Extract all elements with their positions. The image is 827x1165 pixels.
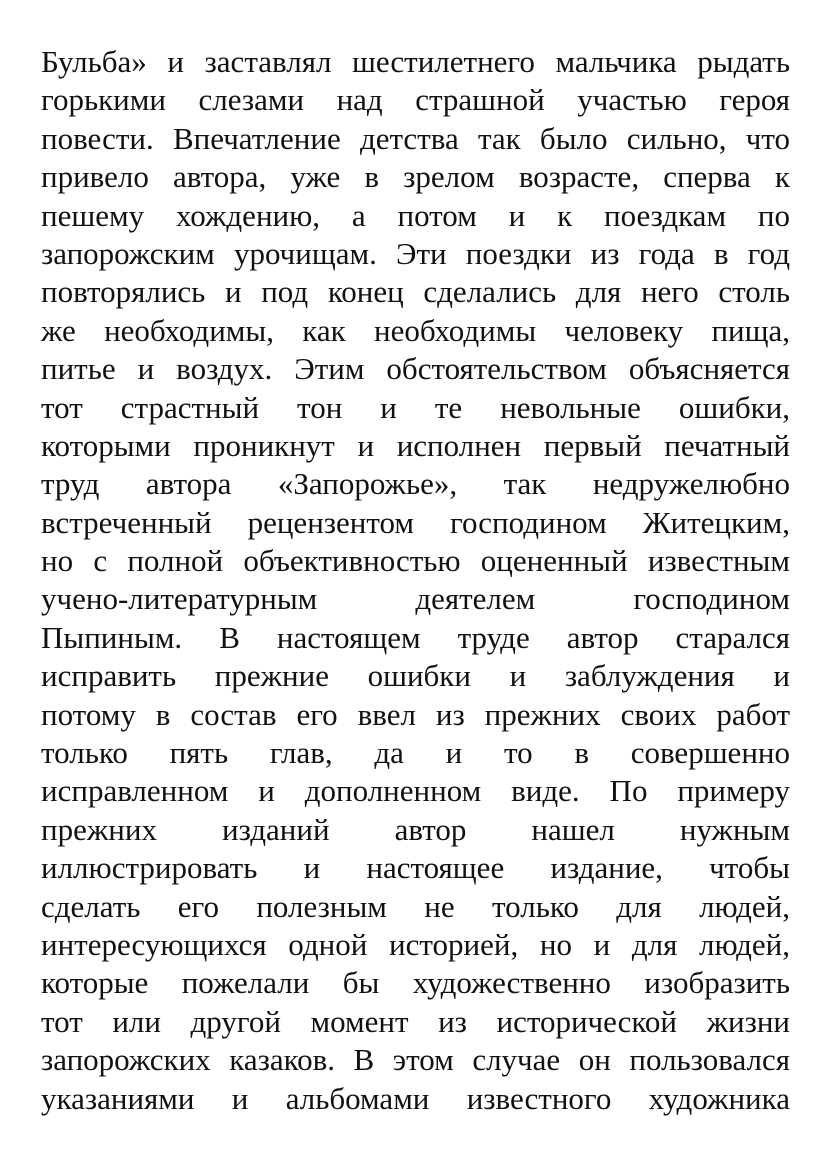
text-line: запорожских казаков. В этом случае он пользовался — [41, 1042, 790, 1078]
text-line: иллюстрировать и настоящее издание, чтобы — [41, 850, 790, 886]
text-line: тот страстный тон и те невольные ошибки, — [41, 389, 790, 425]
text-line: тот или другой момент из исторической жизни — [41, 1003, 790, 1039]
text-line: труд автора «Запорожье», так недружелюбно — [41, 466, 790, 502]
text-line: интересующихся одной историей, но и для людей, — [41, 926, 790, 962]
text-line: Пыпиным. В настоящем труде автор старался — [41, 619, 790, 655]
text-line: учено-литературным деятелем господином — [41, 581, 790, 617]
text-line: питье и воздух. Этим обстоятельством объясняется — [41, 351, 790, 387]
text-line: которые пожелали бы художественно изобразить — [41, 965, 790, 1001]
text-line: исправленном и дополненном виде. По примеру — [41, 773, 790, 809]
text-line: повести. Впечатление детства так было сильно, что — [41, 120, 790, 156]
text-line: встреченный рецензентом господином Житецким, — [41, 504, 790, 540]
text-line: повторялись и под конец сделались для него столь — [41, 274, 790, 310]
text-line: сделать его полезным не только для людей, — [41, 888, 790, 924]
text-line: горькими слезами над страшной участью героя — [41, 82, 790, 118]
text-line: которыми проникнут и исполнен первый печатный — [41, 427, 790, 463]
text-line: исправить прежние ошибки и заблуждения и — [41, 658, 790, 694]
text-line: но с полной объективностью оцененный известным — [41, 543, 790, 579]
text-line: Бульба» и заставлял шестилетнего мальчика рыдать — [41, 44, 790, 79]
text-line: привело автора, уже в зрелом возрасте, сперва к — [41, 159, 790, 195]
document-page — [41, 43, 790, 1118]
text-line: же необходимы, как необходимы человеку пища, — [41, 312, 790, 348]
text-line: запорожским урочищам. Эти поездки из года в год — [41, 235, 790, 271]
text-line: указаниями и альбомами известного художника — [41, 1080, 790, 1116]
text-line: потому в состав его ввел из прежних своих работ — [41, 696, 790, 732]
text-line: только пять глав, да и то в совершенно — [41, 735, 790, 771]
text-line: прежних изданий автор нашел нужным — [41, 811, 790, 847]
text-line: пешему хождению, а потом и к поездкам по — [41, 197, 790, 233]
